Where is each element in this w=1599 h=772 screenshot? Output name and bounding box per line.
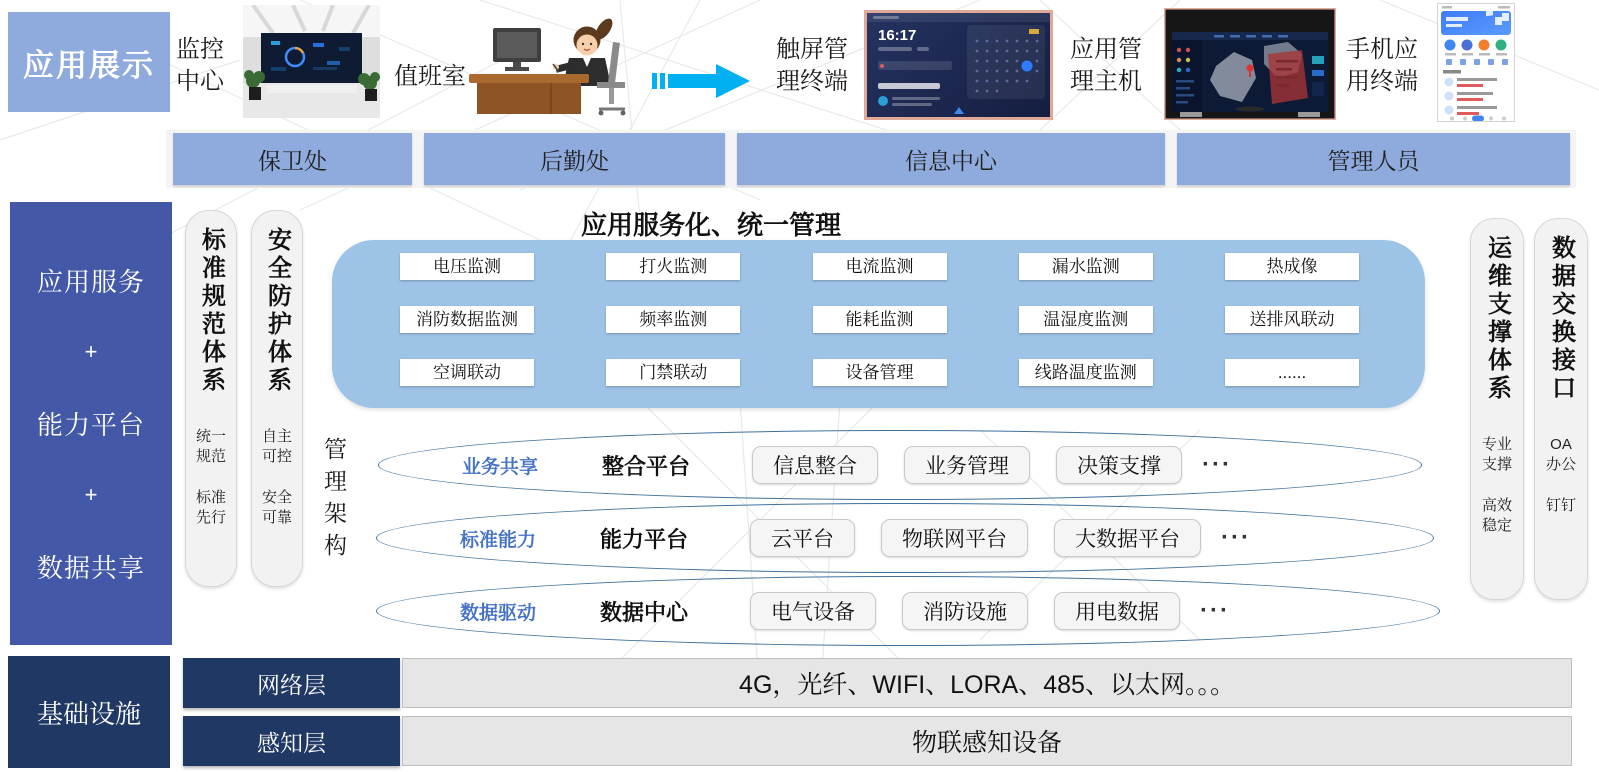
pillar-operation-support — [1470, 218, 1524, 600]
touch-terminal-screenshot — [864, 10, 1053, 120]
pillar-title: 运维支撑体系 — [1483, 235, 1511, 403]
pillar-sub: 专业支撑 — [1481, 436, 1512, 473]
pillar-standard-system — [185, 210, 237, 587]
platform-chip: 物联网平台 — [881, 519, 1028, 557]
service-modules-box — [332, 240, 1425, 408]
platform-tag: 标准能力 — [459, 529, 536, 551]
module-chip: 消防数据监测 — [400, 306, 534, 333]
platform-chip: 信息整合 — [752, 446, 878, 484]
module-chip: 温湿度监测 — [1019, 306, 1153, 333]
panel-line: 能力平台 — [36, 410, 145, 440]
plus-sign: + — [84, 482, 98, 507]
mobile-terminal-label: 手机应用终端 — [1346, 36, 1418, 96]
touch-screen-time: 16:17 — [878, 27, 917, 44]
platform-chip: 大数据平台 — [1054, 519, 1201, 557]
module-chip: 打火监测 — [606, 253, 740, 280]
pillar-security-system — [251, 210, 303, 587]
duty-room-illustration — [463, 14, 650, 120]
platform-chip: 云平台 — [750, 519, 855, 557]
department-management-staff: 管理人员 — [1177, 133, 1570, 185]
pillar-sub: 统一规范 — [195, 428, 226, 465]
pillar-sub: 钉钉 — [1545, 497, 1576, 514]
platform-tag: 数据驱动 — [459, 602, 536, 624]
duty-room-label: 值班室 — [394, 63, 466, 90]
perception-layer-content: 物联感知设备 — [402, 716, 1572, 766]
pillar-title: 数据交换接口 — [1547, 235, 1575, 403]
plus-sign: + — [84, 339, 98, 364]
platform-chip: 业务管理 — [904, 446, 1030, 484]
department-logistics-office: 后勤处 — [424, 133, 725, 185]
flow-arrow-icon — [652, 60, 752, 102]
pillar-sub: 自主可控 — [261, 428, 292, 465]
platform-chip: 消防设施 — [902, 592, 1028, 630]
more-dots: ··· — [1200, 597, 1230, 624]
module-chip: 线路温度监测 — [1019, 359, 1153, 386]
more-dots: ··· — [1221, 524, 1251, 551]
network-layer-label: 网络层 — [183, 658, 400, 708]
platform-chip: 电气设备 — [750, 592, 876, 630]
module-chip: 电流监测 — [813, 253, 947, 280]
monitoring-center-image — [243, 5, 380, 118]
panel-line: 数据共享 — [36, 553, 145, 583]
pillar-data-exchange — [1534, 218, 1588, 600]
service-platform-panel — [10, 202, 172, 645]
platform-chip: 决策支撑 — [1056, 446, 1182, 484]
module-chip: 送排风联动 — [1225, 306, 1359, 333]
pillar-title: 标准规范体系 — [197, 227, 225, 395]
platform-chip: 用电数据 — [1054, 592, 1180, 630]
network-layer-content: 4G，光纤、WIFI、LORA、485、以太网。。。 — [402, 658, 1572, 708]
module-chip: 设备管理 — [813, 359, 947, 386]
platform-name: 数据中心 — [599, 599, 688, 625]
touch-screen-logo-icon — [878, 96, 888, 106]
panel-line: 应用服务 — [36, 267, 145, 297]
app-host-label: 应用管理主机 — [1070, 36, 1142, 96]
app-host-screenshot — [1164, 8, 1336, 120]
touch-terminal-label: 触屏管理终端 — [776, 36, 848, 96]
department-information-center: 信息中心 — [737, 133, 1165, 185]
module-chip: 空调联动 — [400, 359, 534, 386]
touch-screen-home-icon — [954, 107, 964, 114]
module-chip: 电压监测 — [400, 253, 534, 280]
management-architecture-label: 管理架构 — [321, 437, 347, 565]
pillar-sub: 安全可靠 — [261, 489, 292, 526]
department-security-office: 保卫处 — [173, 133, 412, 185]
pillar-sub: OA办公 — [1545, 436, 1576, 473]
monitor-center-label: 监控中心 — [176, 36, 224, 96]
touch-screen-alert — [878, 61, 952, 70]
perception-layer-label: 感知层 — [183, 716, 400, 766]
platform-row-capability — [376, 503, 1434, 573]
infrastructure-title: 基础设施 — [8, 656, 170, 768]
module-chip: 能耗监测 — [813, 306, 947, 333]
pillar-sub: 标准先行 — [195, 489, 226, 526]
pillar-title: 安全防护体系 — [263, 227, 291, 395]
service-section-title: 应用服务化、统一管理 — [580, 210, 841, 240]
platform-name: 整合平台 — [601, 453, 690, 479]
module-chip: 漏水监测 — [1019, 253, 1153, 280]
platform-row-data-center — [376, 576, 1440, 646]
module-chip: 频率监测 — [606, 306, 740, 333]
more-dots: ··· — [1202, 451, 1232, 478]
platform-tag: 业务共享 — [461, 456, 538, 478]
module-chip: 热成像 — [1225, 253, 1359, 280]
platform-name: 能力平台 — [599, 526, 688, 552]
pillar-sub: 高效稳定 — [1481, 497, 1512, 534]
module-chip: ...... — [1225, 359, 1359, 386]
mobile-app-screenshot — [1437, 3, 1515, 122]
app-display-title: 应用展示 — [8, 12, 170, 112]
touch-screen-calendar — [967, 25, 1045, 99]
platform-row-integration — [378, 430, 1422, 500]
module-chip: 门禁联动 — [606, 359, 740, 386]
